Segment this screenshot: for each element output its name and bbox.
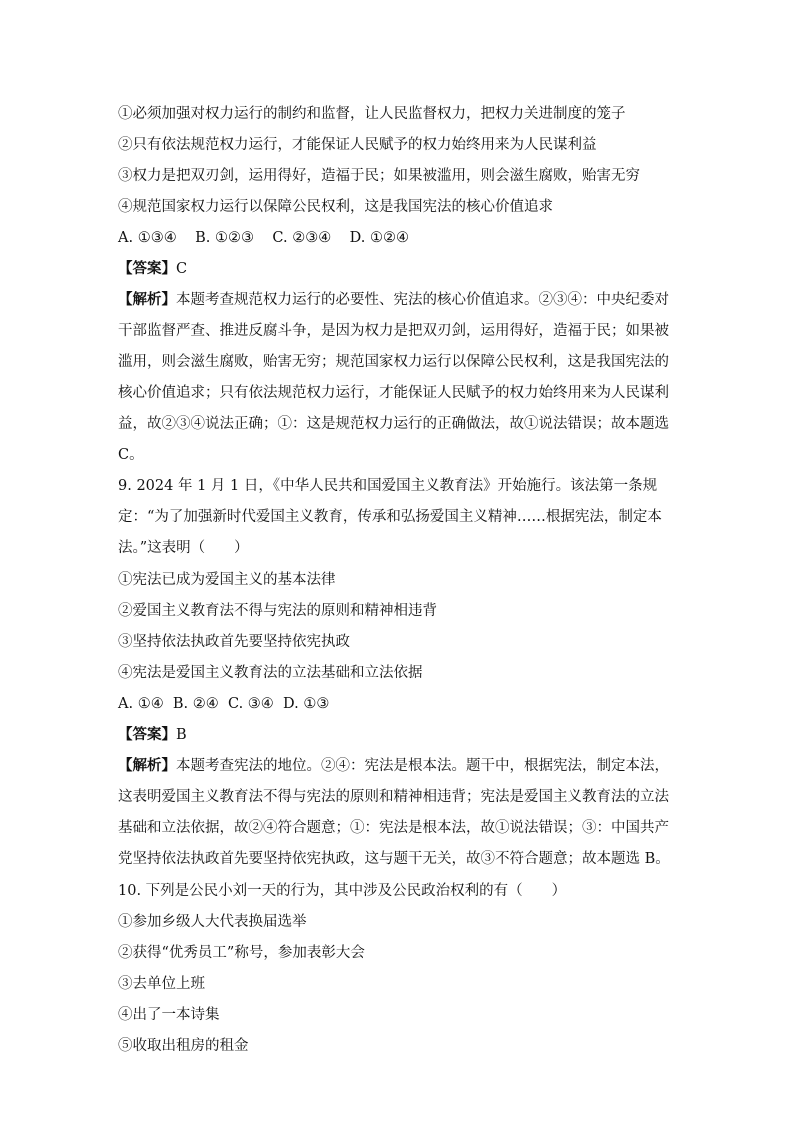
q9-option-4: ④宪法是爱国主义教育法的立法基础和立法依据 [118,664,423,681]
q10-stem: 10. 下列是公民小刘一天的行为，其中涉及公民政治权利的有（ ） [118,882,567,899]
q8-options [118,98,678,222]
q8-choices: A. ①③④ B. ①②③ C. ②③④ D. ①②④ [118,229,409,246]
q8-analysis-label: 【解析】 [118,291,176,308]
q9-answer-label: 【答案】 [118,725,176,743]
q9-choices: A. ①④ B. ②④ C. ③④ D. ①③ [118,695,330,712]
q8-analysis-text: 本题考查规范权力运行的必要性、宪法的核心价值追求。②③④：中央纪委对干部监督严查、推进反腐斗争，是因为权力是把双刃剑，运用得好，造福于民；如果被滥用，则会滋生腐败，贻害无穷；规范国家权力运行以保障公民权利，这是我国宪法的核心价值追求；只有依法规范权力运行，才能保证人民赋予的权力始终用来为人民谋利益，故②③④说法正确；①：这是规范权力运行的正确做法，故①说法错误；故本题选 C。 [118,292,669,463]
q9-options [118,564,678,688]
q8-answer [118,253,678,284]
q9-option-3: ③坚持依法执政首先要坚持依宪执政 [118,633,350,650]
q8-option-4: ④规范国家权力运行以保障公民权利，这是我国宪法的核心价值追求 [118,198,553,215]
q10-option-5: ⑤收取出租房的租金 [118,1037,249,1054]
q8-option-2: ②只有依法规范权力运行，才能保证人民赋予的权力始终用来为人民谋利益 [118,136,597,153]
q10-option-2: ②获得“优秀员工”称号，参加表彰大会 [118,944,365,961]
document-page [118,98,678,1061]
q9-analysis [118,750,678,875]
q9-answer [118,719,678,750]
q10-option-1: ①参加乡级人大代表换届选举 [118,913,307,930]
q8-option-1: ①必须加强对权力运行的制约和监督，让人民监督权力，把权力关进制度的笼子 [118,105,626,122]
q8-analysis [118,284,678,471]
q10-option-3: ③去单位上班 [118,975,205,992]
q10-option-4: ④出了一本诗集 [118,1006,220,1023]
q9-option-1: ①宪法已成为爱国主义的基本法律 [118,571,336,588]
q8-answer-label: 【答案】 [118,259,176,277]
q9-analysis-label: 【解析】 [118,757,176,774]
q9-answer-value: B [176,726,187,743]
q9-analysis-text: 本题考查宪法的地位。②④：宪法是根本法。题干中，根据宪法，制定本法，这表明爱国主义教育法不得与宪法的原则和精神相违背；宪法是爱国主义教育法的立法基础和立法依据，故②④符合题意；①：宪法是根本法，故①说法错误；③：中国共产党坚持依法执政首先要坚持依宪执政，这与题干无关，故③不符合题意；故本题选 B。 [118,758,670,867]
q9-option-2: ②爱国主义教育法不得与宪法的原则和精神相违背 [118,602,437,619]
q8-option-3: ③权力是把双刃剑，运用得好，造福于民；如果被滥用，则会滋生腐败，贻害无穷 [118,167,640,184]
q9-stem: 9. 2024 年 1 月 1 日，《中华人民共和国爱国主义教育法》开始施行。该法第一条规定：“为了加强新时代爱国主义教育，传承和弘扬爱国主义精神……根据宪法，制定本法。”这表明（ ） [118,478,662,556]
q10-options [118,906,678,1061]
q8-answer-value: C [176,260,188,277]
